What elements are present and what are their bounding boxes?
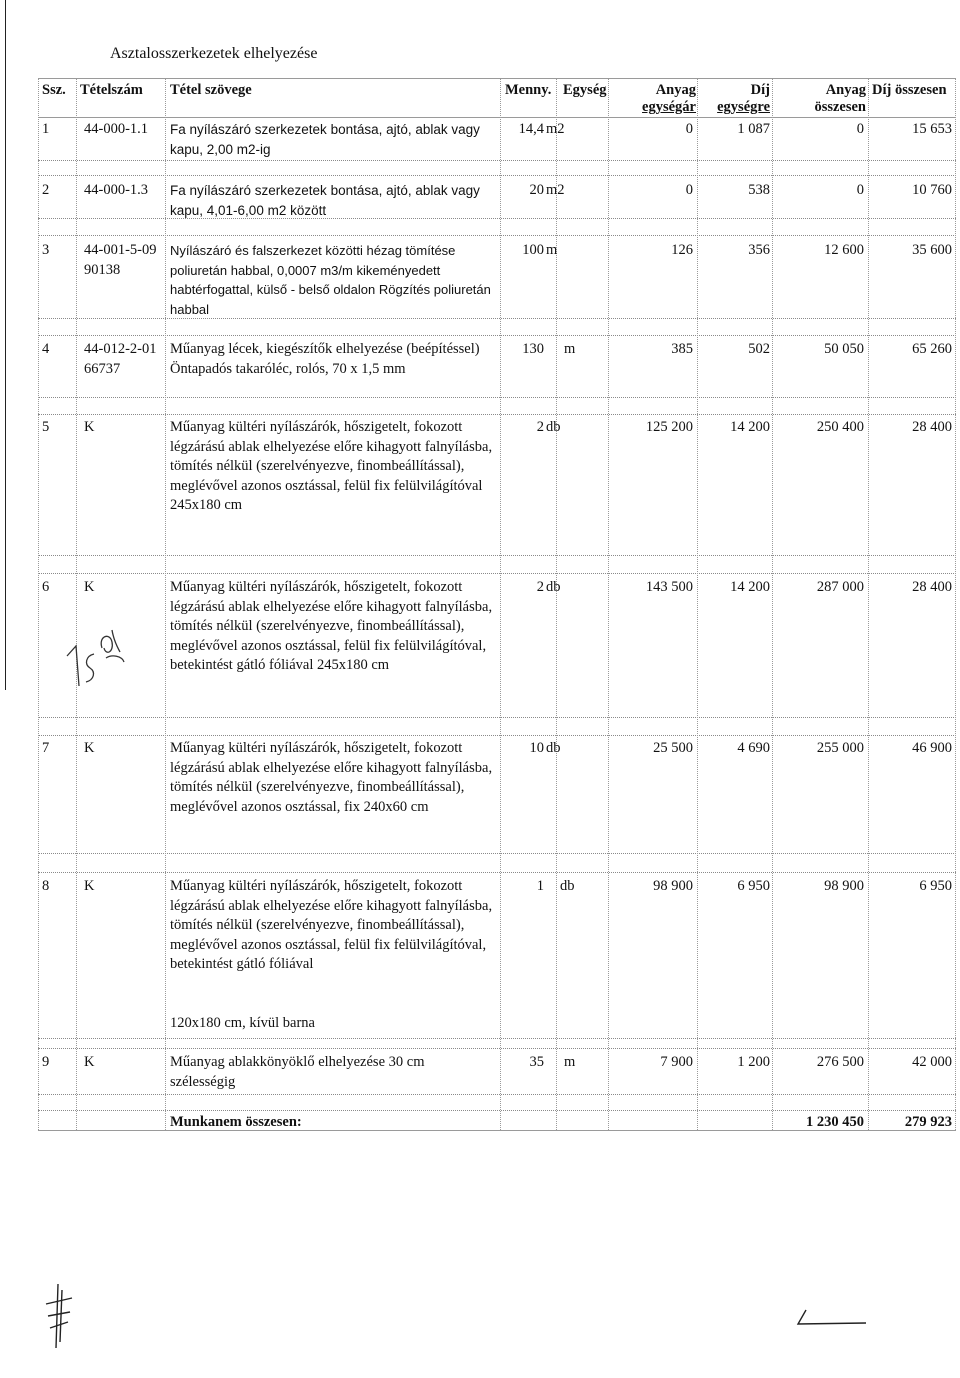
handwritten-quantity-mark [62, 618, 132, 690]
row2-ssz: 2 [42, 182, 50, 198]
header-ssz: Ssz. [42, 82, 66, 98]
row4-anyag-osszesen: 50 050 [824, 341, 864, 357]
row-divider [38, 335, 956, 336]
row9-anyag-osszesen: 276 500 [816, 1054, 864, 1070]
row3-dij-osszesen: 35 600 [912, 242, 952, 258]
row6-anyag-egysegar: 143 500 [645, 579, 693, 595]
row-divider [38, 1094, 956, 1095]
row1-egyseg: m2 [546, 121, 565, 137]
row3-anyag-egysegar: 126 [671, 242, 693, 258]
dash-mark-icon [796, 1308, 868, 1328]
row5-tetelszam: K [84, 419, 95, 435]
row1-dij-egysegre: 1 087 [737, 121, 770, 137]
column-rule [955, 78, 956, 1130]
row5-ssz: 5 [42, 419, 50, 435]
row4-dij-osszesen: 65 260 [912, 341, 952, 357]
row4-ssz: 4 [42, 341, 50, 357]
row-divider [38, 160, 956, 161]
row-divider [38, 175, 956, 176]
row2-anyag-osszesen: 0 [856, 182, 864, 198]
row6-anyag-osszesen: 287 000 [816, 579, 864, 595]
page-margin-rule [5, 0, 6, 690]
row5-egyseg: db [546, 419, 561, 435]
signature-icon [40, 1282, 80, 1352]
row4-tetelszam: 44-012-2-0166737 [84, 341, 157, 377]
row7-anyag-osszesen: 255 000 [816, 740, 864, 756]
row8-tetelszam: K [84, 878, 95, 894]
row3-tetelszam: 44-001-5-0990138 [84, 242, 157, 278]
row8-szoveg: Műanyag kültéri nyílászárók, hőszigetelt, fokozott légzárású ablak elhelyezése előre kihagyott falnyílásba, tömítés nélkül (szerelvényezve, finombeállítással), meglévővel azonos osztással, felül fix felülvilágítóval, betekintést gátló fóliával [170, 878, 493, 972]
row3-szoveg: Nyílászáró és falszerkezet közötti hézag tömítése poliuretán habbal, 0,0007 m3/m kikeményedett habtérfogattal, külső - belső oldalon Rögzítés poliuretán habbal [170, 243, 491, 317]
row2-dij-osszesen: 10 760 [912, 182, 952, 198]
page-title: Asztalosszerkezetek elhelyezése [110, 45, 318, 62]
row9-dij-egysegre: 1 200 [737, 1054, 770, 1070]
row2-tetelszam: 44-000-1.3 [84, 182, 149, 198]
total-label: Munkanem összesen: [170, 1114, 302, 1130]
header-anyag-egysegar-line2: egységár [642, 99, 696, 115]
row5-dij-osszesen: 28 400 [912, 419, 952, 435]
row8-anyag-egysegar: 98 900 [653, 878, 693, 894]
row-divider [38, 1038, 956, 1039]
row5-anyag-osszesen: 250 400 [816, 419, 864, 435]
table-top-rule [38, 78, 956, 79]
row9-szoveg: Műanyag ablakkönyöklő elhelyezése 30 cm szélességig [170, 1054, 425, 1090]
row1-dij-osszesen: 15 653 [912, 121, 952, 137]
row-divider [38, 555, 956, 556]
row3-egyseg: m [546, 242, 558, 258]
row6-dij-osszesen: 28 400 [912, 579, 952, 595]
column-rule [500, 78, 501, 1130]
row7-menny: 10 [529, 740, 544, 756]
row9-tetelszam: K [84, 1054, 95, 1070]
header-tetelszam: Tételszám [80, 82, 143, 98]
row-divider [38, 235, 956, 236]
header-mennyiseg: Menny. [505, 82, 552, 98]
column-rule [165, 78, 166, 1130]
row8-egyseg: db [560, 878, 575, 894]
row1-anyag-egysegar: 0 [685, 121, 693, 137]
row-divider [38, 573, 956, 574]
row3-menny: 100 [522, 242, 544, 258]
row8-ssz: 8 [42, 878, 50, 894]
row1-ssz: 1 [42, 121, 50, 137]
header-egyseg: Egység [563, 82, 607, 98]
header-tetel-szovege: Tétel szövege [170, 82, 252, 98]
row5-szoveg: Műanyag kültéri nyílászárók, hőszigetelt, fokozott légzárású ablak elhelyezése előre kihagyott falnyílásba, tömítés nélkül (szerelvényezve, finombeállítással), meglévővel azonos osztással, felül fix felülvilágítóval 245x180 cm [170, 419, 493, 513]
row6-menny: 2 [536, 579, 544, 595]
header-dij-egysegre-line1: Díj [750, 82, 770, 98]
row-divider [38, 414, 956, 415]
row-divider [38, 397, 956, 398]
column-rule [868, 78, 869, 1130]
row5-menny: 2 [536, 419, 544, 435]
row9-ssz: 9 [42, 1054, 50, 1070]
header-dij-egysegre-line2: egységre [717, 99, 770, 115]
row1-tetelszam: 44-000-1.1 [84, 121, 149, 137]
row-divider [38, 1048, 956, 1049]
row1-szoveg: Fa nyílászáró szerkezetek bontása, ajtó, ablak vagy kapu, 2,00 m2-ig [170, 122, 480, 157]
header-anyag-osszesen-line1: Anyag [825, 82, 866, 98]
row7-anyag-egysegar: 25 500 [653, 740, 693, 756]
row2-dij-egysegre: 538 [748, 182, 770, 198]
row4-menny: 130 [522, 341, 544, 357]
column-rule [556, 78, 557, 1130]
row8-szoveg-extra: 120x180 cm, kívül barna [170, 1015, 315, 1031]
row5-anyag-egysegar: 125 200 [645, 419, 693, 435]
column-rule [772, 78, 773, 1130]
row-divider [38, 717, 956, 718]
row-divider [38, 872, 956, 873]
row6-ssz: 6 [42, 579, 50, 595]
header-anyag-osszesen-line2: összesen [814, 99, 866, 115]
row9-menny: 35 [529, 1054, 544, 1070]
row1-anyag-osszesen: 0 [856, 121, 864, 137]
total-anyag-osszesen: 1 230 450 [806, 1114, 864, 1130]
row3-ssz: 3 [42, 242, 50, 258]
row6-dij-egysegre: 14 200 [730, 579, 770, 595]
column-rule [697, 78, 698, 1130]
row7-szoveg: Műanyag kültéri nyílászárók, hőszigetelt, fokozott légzárású ablak elhelyezése előre kihagyott falnyílásba, tömítés nélkül (szerelvényezve, finombeállítással), meglévővel azonos osztással, fix 240x60 cm [170, 740, 493, 815]
row2-egyseg: m2 [546, 182, 565, 198]
row6-szoveg: Műanyag kültéri nyílászárók, hőszigetelt, fokozott légzárású ablak elhelyezése előre kihagyott falnyílásba, tömítés nélkül (szerelvényezve, finombeállítással), meglévővel azonos osztással, felül fix felülvilágítóval, betekintést gátló fóliával 245x180 cm [170, 579, 493, 673]
column-rule [38, 78, 39, 1130]
total-dij-osszesen: 279 923 [904, 1114, 952, 1130]
row8-anyag-osszesen: 98 900 [824, 878, 864, 894]
row2-anyag-egysegar: 0 [685, 182, 693, 198]
row-divider [38, 1110, 956, 1111]
column-rule [76, 78, 77, 1130]
row4-anyag-egysegar: 385 [671, 341, 693, 357]
row8-dij-egysegre: 6 950 [737, 878, 770, 894]
row7-tetelszam: K [84, 740, 95, 756]
header-dij-osszesen: Díj összesen [872, 82, 947, 98]
column-rule [608, 78, 609, 1130]
row5-dij-egysegre: 14 200 [730, 419, 770, 435]
row4-szoveg: Műanyag lécek, kiegészítők elhelyezése (beépítéssel) Öntapadós takaróléc, rolós, 70 x 1,5 mm [170, 341, 480, 377]
row6-egyseg: db [546, 579, 561, 595]
row-divider [38, 735, 956, 736]
row-divider [38, 853, 956, 854]
header-anyag-egysegar-line1: Anyag [655, 82, 696, 98]
row9-dij-osszesen: 42 000 [912, 1054, 952, 1070]
row7-dij-egysegre: 4 690 [737, 740, 770, 756]
row4-dij-egysegre: 502 [748, 341, 770, 357]
row8-menny: 1 [536, 878, 544, 894]
row2-szoveg: Fa nyílászáró szerkezetek bontása, ajtó, ablak vagy kapu, 4,01-6,00 m2 között [170, 183, 480, 218]
row9-anyag-egysegar: 7 900 [660, 1054, 693, 1070]
row2-menny: 20 [529, 182, 544, 198]
row6-tetelszam: K [84, 579, 95, 595]
row4-egyseg: m [564, 341, 576, 357]
row3-anyag-osszesen: 12 600 [824, 242, 864, 258]
row9-egyseg: m [564, 1054, 576, 1070]
row1-menny: 14,4 [518, 121, 544, 137]
row7-ssz: 7 [42, 740, 50, 756]
row7-egyseg: db [546, 740, 561, 756]
header-bottom-rule [38, 117, 956, 118]
row3-dij-egysegre: 356 [748, 242, 770, 258]
row7-dij-osszesen: 46 900 [912, 740, 952, 756]
row8-dij-osszesen: 6 950 [919, 878, 952, 894]
